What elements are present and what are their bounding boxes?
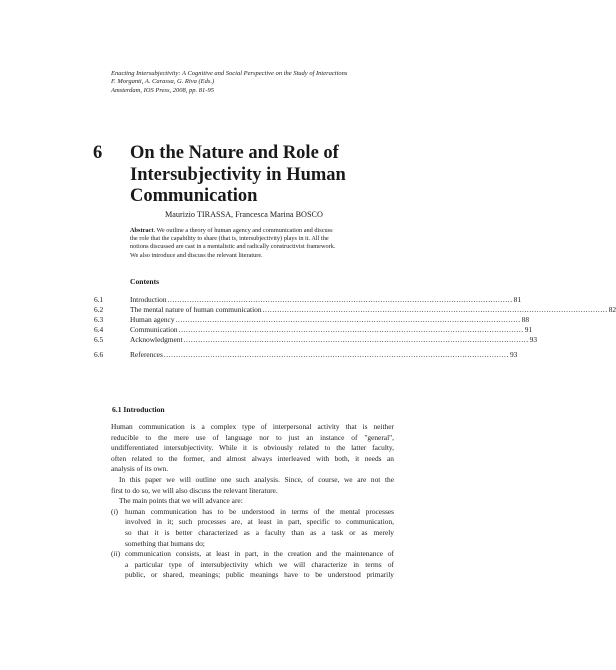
toc-leader: .............................................................................................................................................: [163, 350, 509, 359]
toc-number: 6.2: [94, 305, 104, 314]
list-item: [111, 507, 394, 549]
toc-entry[interactable]: [94, 350, 518, 360]
toc-title: The mental nature of human communication: [130, 305, 262, 314]
list-item-line: something that humans do;: [125, 538, 205, 548]
abstract: [130, 227, 393, 260]
list-marker-numeral: ii: [113, 549, 118, 559]
toc-leader: .............................................................................................................................................: [262, 305, 608, 314]
toc-title: Introduction: [130, 295, 167, 304]
list-item-line: involved in it; such processes are, at least in part, specific to communication,: [125, 517, 394, 527]
toc-number: 6.6: [94, 350, 104, 359]
body-line: analysis of its own.: [111, 464, 169, 474]
toc-number: 6.1: [94, 295, 104, 304]
toc-title: References: [130, 350, 163, 359]
list-item-line: public, or shared, meanings; public meanings have to be understood primarily: [125, 570, 394, 580]
abstract-text: . We outline a theory of human agency and communication and discuss: [153, 227, 333, 234]
section-body: [111, 422, 394, 581]
toc-number: 6.5: [94, 335, 104, 344]
authors: Maurizio TIRASSA, Francesca Marina BOSCO: [165, 210, 323, 219]
chapter-title: [130, 143, 390, 208]
body-line: first to do so, we will also discuss the relevant literature.: [111, 485, 278, 495]
toc-page: 93: [529, 335, 538, 344]
toc-page: 81: [513, 295, 522, 304]
chapter-title-line: Communication: [130, 186, 258, 206]
toc-entry[interactable]: [94, 315, 530, 325]
chapter-title-line: Intersubjectivity in Human: [130, 164, 346, 185]
body-line: In this paper we will outline one such analysis. Since, of course, we are not the: [119, 474, 394, 484]
toc-page: 88: [521, 315, 530, 324]
list-item-line: so that it is better characterized as a faculty than as a task or as merely: [125, 527, 394, 537]
toc-entry[interactable]: [94, 325, 533, 335]
chapter-title-line: On the Nature and Role of: [130, 143, 339, 163]
toc-entry[interactable]: [94, 295, 522, 305]
toc-page: 82: [608, 305, 616, 314]
abstract-line: [130, 227, 393, 235]
list-item-line: a particular type of intersubjectivity which we will characterize in terms of: [125, 559, 394, 569]
toc-leader: .............................................................................................................................................: [183, 335, 529, 344]
abstract-line: notions discussed are cast in a mentalistic and radically constructivist framework.: [130, 243, 336, 251]
toc-title: Acknowledgment: [130, 335, 183, 344]
toc-leader: .............................................................................................................................................: [178, 325, 524, 334]
body-line: reducible to the mere use of language nor to just an instance of "general",: [111, 432, 394, 442]
contents-heading: Contents: [130, 277, 160, 286]
toc-page: 91: [524, 325, 533, 334]
list-marker-numeral: i: [113, 506, 116, 516]
abstract-line: the role that the capability to share (that is, intersubjectivity) plays in it. All the: [130, 235, 329, 243]
toc-title: Communication: [130, 325, 178, 334]
body-line: undifferentiated intersubjectivity. While it is obviously related to the latter faculty,: [111, 443, 394, 453]
toc-title: Human agency: [130, 315, 175, 324]
list-marker: (ii): [111, 549, 121, 559]
publication-header: [111, 70, 411, 95]
list-marker: (i): [111, 506, 118, 516]
toc-leader: .............................................................................................................................................: [167, 295, 513, 304]
toc-page: 93: [509, 350, 518, 359]
header-editors: F. Morganti, A. Carassa, G. Riva (Eds.): [111, 78, 215, 86]
toc-entry[interactable]: [94, 335, 538, 345]
body-line: The main points that we will advance are:: [119, 496, 243, 506]
abstract-line: We also introduce and discuss the relevant literature.: [130, 251, 263, 259]
chapter-number: 6: [93, 143, 103, 163]
list-item: [111, 549, 394, 581]
toc-number: 6.4: [94, 325, 104, 334]
header-book-title: Enacting Intersubjectivity: A Cognitive and Social Perspective on the Study of Interactions: [111, 70, 348, 77]
toc-entry[interactable]: [94, 305, 616, 315]
list-item-line: human communication has to be understood in terms of the mental processes: [125, 506, 394, 516]
section-heading: 6.1 Introduction: [112, 405, 165, 414]
header-publisher: Amsterdam, IOS Press, 2008, pp. 81-95: [111, 86, 214, 94]
body-line: often related to the former, and almost always interleaved with both, it needs an: [111, 453, 394, 463]
toc-number: 6.3: [94, 315, 104, 324]
body-line: Human communication is a complex type of interpersonal activity that is neither: [111, 422, 394, 431]
list-item-line: communication consists, at least in part, in the creation and the maintenance of: [125, 549, 394, 559]
toc-leader: .............................................................................................................................................: [175, 315, 521, 324]
abstract-label: Abstract: [130, 227, 154, 234]
